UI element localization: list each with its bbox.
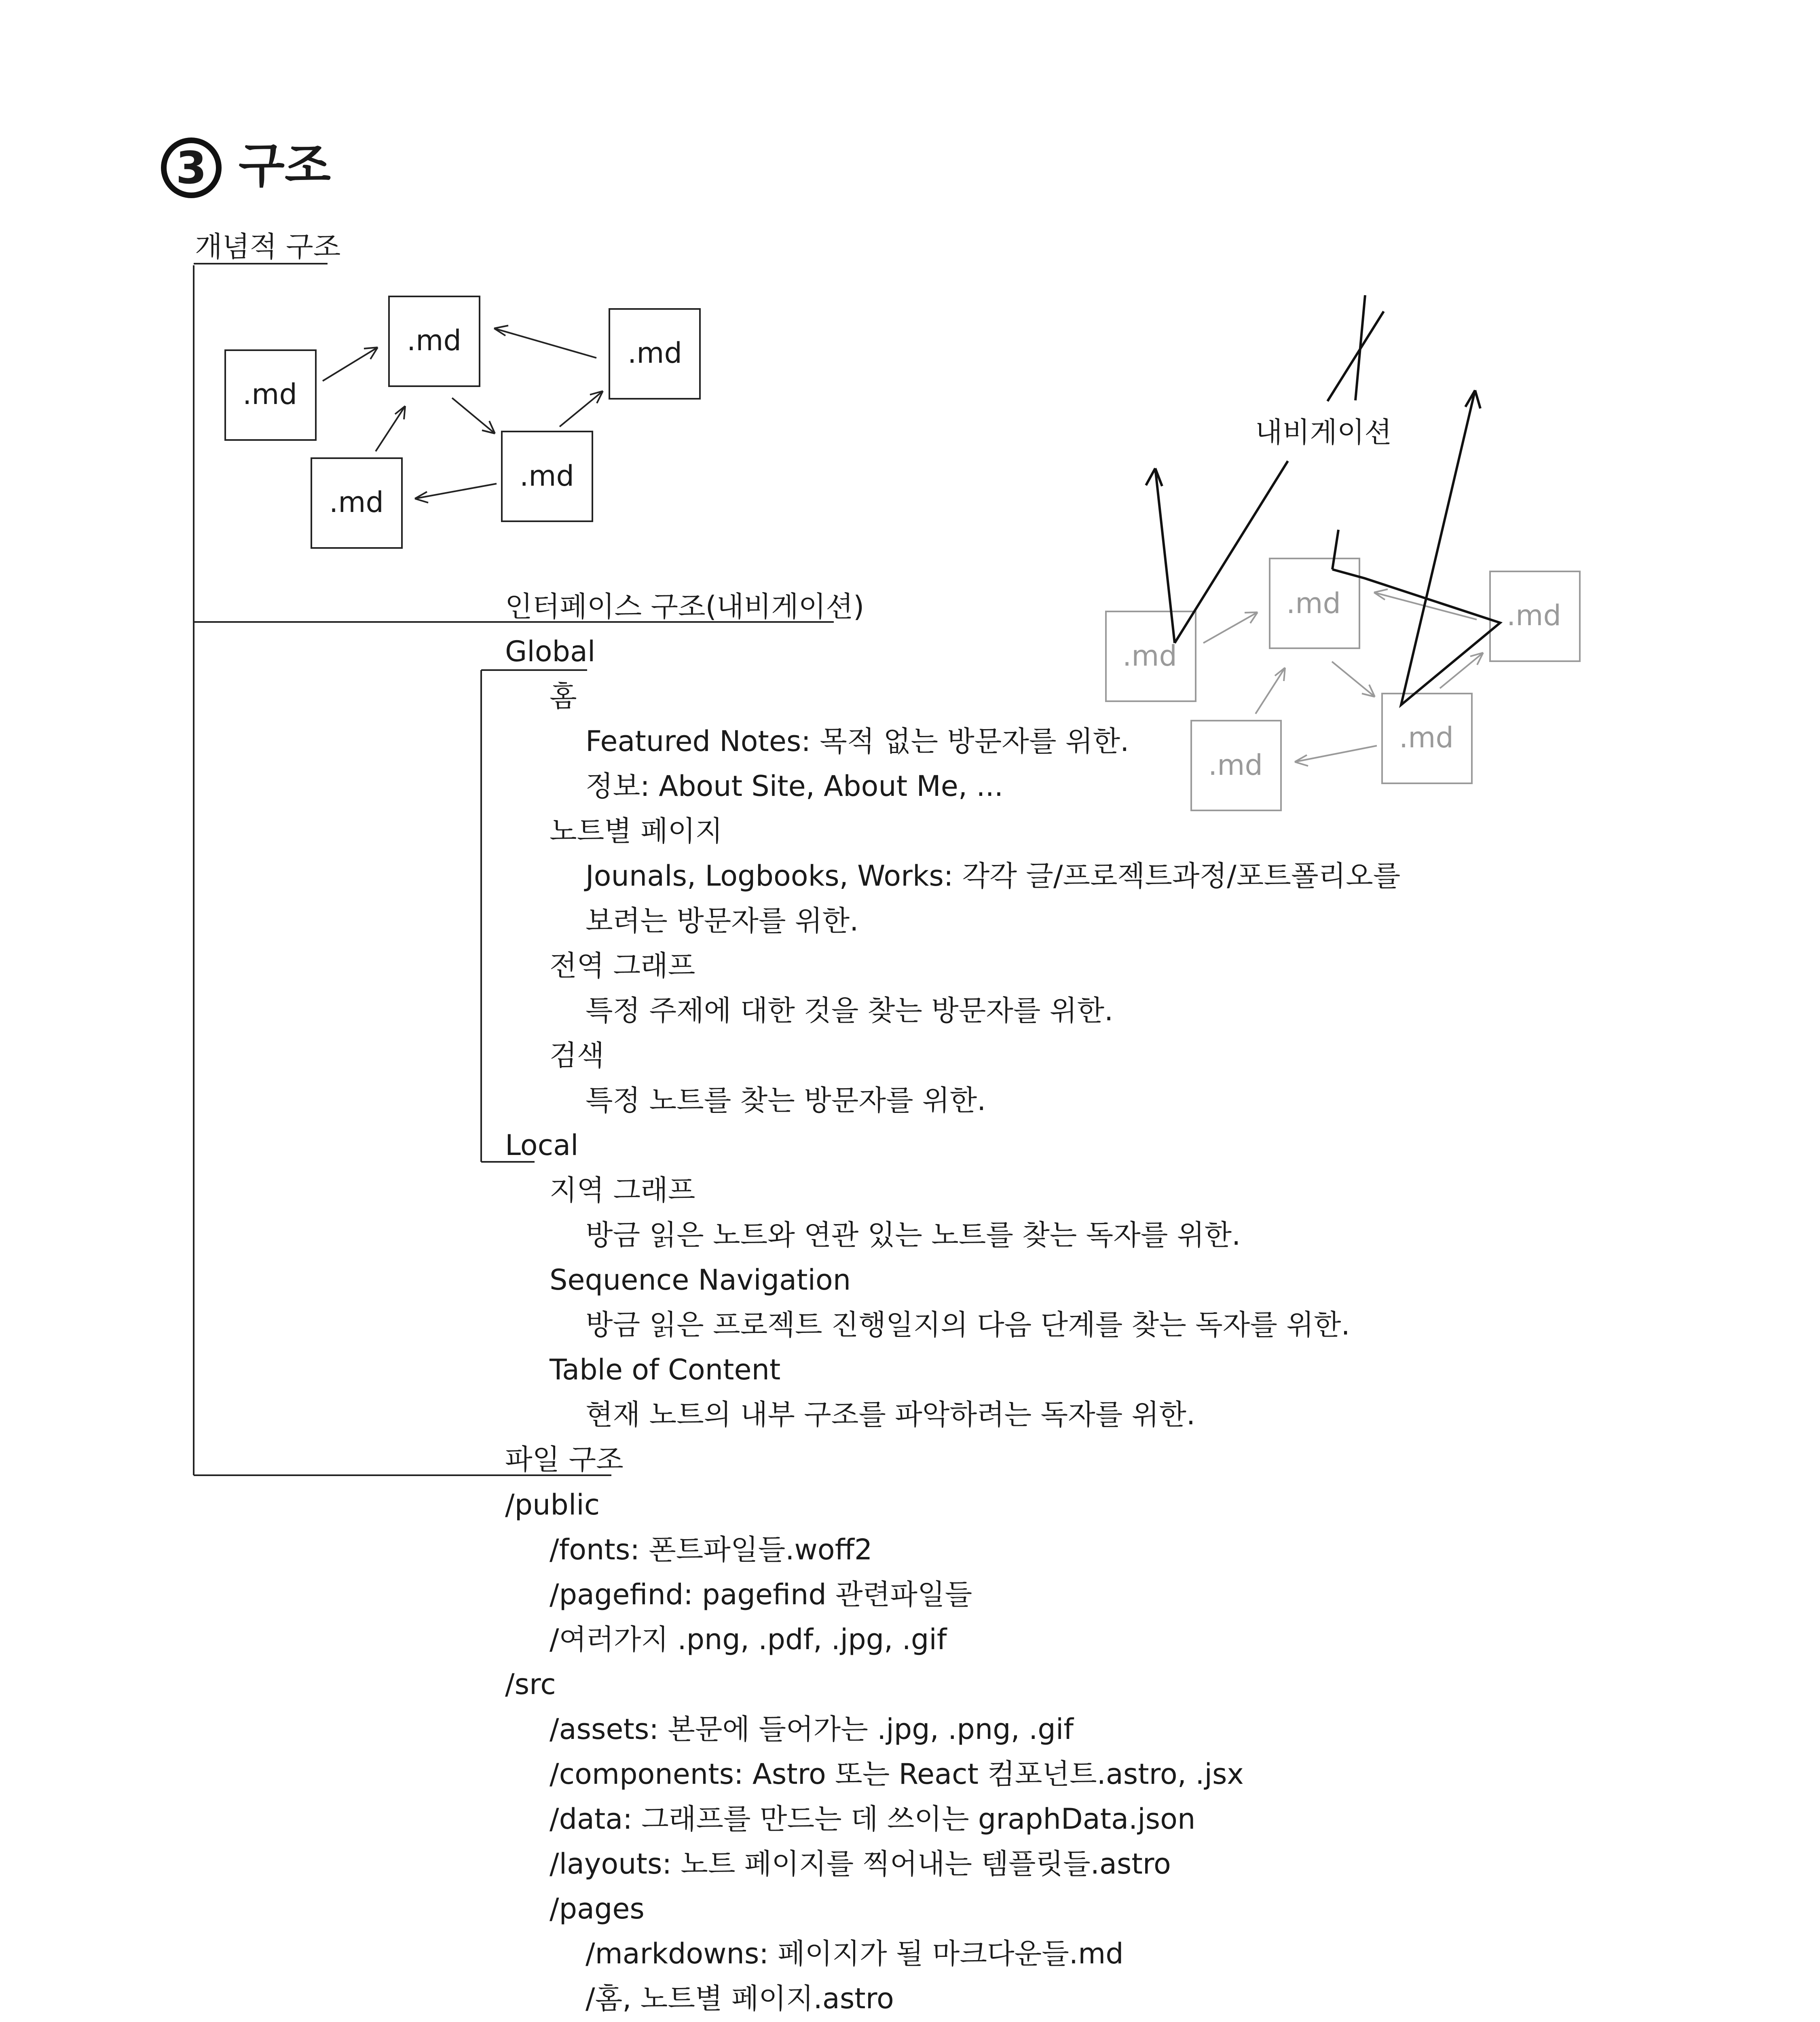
tree-sequence-nav-desc: 방금 읽은 프로젝트 진행일지의 다음 단계를 찾는 독자를 위한. <box>586 1308 1350 1341</box>
tree-home-info: 정보: About Site, About Me, ... <box>586 770 1004 803</box>
md-node-label: .md <box>1286 587 1341 620</box>
file-markdowns: /markdowns: 페이지가 될 마크다운들.md <box>586 1937 1124 1970</box>
nav-stroke <box>1155 468 1175 643</box>
file-data: /data: 그래프를 만드는 데 쓰이는 graphData.json <box>550 1802 1196 1836</box>
tree-note-pages: 노트별 페이지 <box>550 814 723 848</box>
tree-search-desc: 특정 노트를 찾는 방문자를 위한. <box>586 1084 986 1117</box>
file-fonts: /fonts: 폰트파일들.woff2 <box>550 1533 873 1566</box>
file-pages: /pages <box>550 1892 645 1925</box>
file-components: /components: Astro 또는 React 컴포넌트.astro, .jsx <box>550 1758 1244 1791</box>
section-interface: 인터페이스 구조(내비게이션) <box>505 590 865 623</box>
arrow <box>323 347 378 381</box>
md-node-label: .md <box>407 324 461 357</box>
md-node-label: .md <box>520 459 574 493</box>
md-node-label: .md <box>628 336 682 370</box>
tree-sequence-nav: Sequence Navigation <box>550 1263 851 1297</box>
tree-home-featured: Featured Notes: 목적 없는 방문자를 위한. <box>586 725 1129 758</box>
nav-arrow-head <box>1146 468 1162 486</box>
arrow <box>1332 662 1375 697</box>
navigation-path <box>1146 295 1500 705</box>
md-node-label: .md <box>1122 639 1177 673</box>
tree-local: Local <box>505 1129 579 1162</box>
section-conceptual: 개념적 구조 <box>195 230 341 263</box>
md-node-label: .md <box>1507 599 1561 632</box>
arrow <box>494 328 596 358</box>
arrow <box>452 398 495 434</box>
md-node-label: .md <box>243 378 297 411</box>
tree-note-pages-desc: 보려는 방문자를 위한. <box>586 904 859 937</box>
file-home-pages: /홈, 노트별 페이지.astro <box>586 1982 894 2015</box>
section-file: 파일 구조 <box>505 1443 624 1476</box>
arrow <box>415 484 497 499</box>
nav-stroke <box>1332 530 1338 569</box>
md-node-label: .md <box>329 486 384 519</box>
nav-graph <box>1106 558 1580 810</box>
section-number: 3 <box>175 142 207 194</box>
nav-stroke <box>1175 461 1288 643</box>
file-assets: /assets: 본문에 들어가는 .jpg, .png, .gif <box>550 1713 1074 1746</box>
tree-note-pages-desc: Jounals, Logbooks, Works: 각각 글/프로젝트과정/포트폴리오를 <box>586 859 1401 893</box>
arrow <box>1203 612 1258 643</box>
tree-local-graph: 지역 그래프 <box>550 1174 695 1207</box>
arrow <box>1295 746 1377 766</box>
tree-home: 홈 <box>550 680 577 713</box>
navigation-label: 내비게이션 <box>1255 416 1392 449</box>
arrow <box>1256 668 1285 714</box>
tree-search: 검색 <box>550 1039 605 1072</box>
file-pagefind: /pagefind: pagefind 관련파일들 <box>550 1578 972 1611</box>
concept-graph <box>225 296 700 548</box>
arrow <box>1440 653 1483 688</box>
arrow <box>376 406 405 451</box>
tree-global-graph-desc: 특정 주제에 대한 것을 찾는 방문자를 위한. <box>586 994 1114 1027</box>
tree-global: Global <box>505 635 596 668</box>
md-node-label: .md <box>1399 721 1454 754</box>
page-title: 구조 <box>239 137 331 193</box>
tree-local-graph-desc: 방금 읽은 노트와 연관 있는 노트를 찾는 독자를 위한. <box>586 1218 1241 1252</box>
file-layouts: /layouts: 노트 페이지를 찍어내는 템플릿들.astro <box>550 1847 1171 1880</box>
tree-toc-desc: 현재 노트의 내부 구조를 파악하려는 독자를 위한. <box>586 1398 1196 1431</box>
file-misc: /여러가지 .png, .pdf, .jpg, .gif <box>550 1623 947 1656</box>
arrow <box>560 391 603 427</box>
md-node-label: .md <box>1208 749 1263 782</box>
file-public: /public <box>505 1488 600 1521</box>
tree-global-graph: 전역 그래프 <box>550 949 695 982</box>
file-src: /src <box>505 1668 556 1701</box>
tree-toc: Table of Content <box>550 1353 781 1386</box>
